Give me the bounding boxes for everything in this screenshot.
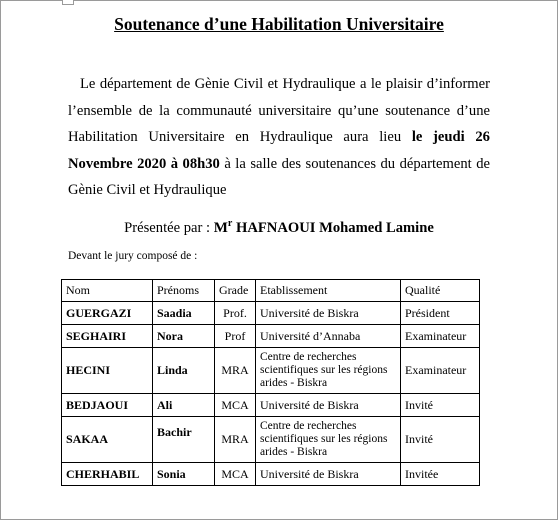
table-row bbox=[62, 348, 480, 394]
cell-etablissement: Université de Biskra bbox=[256, 394, 401, 417]
cell-qualite: Examinateur bbox=[401, 325, 480, 348]
cell-prenom: Linda bbox=[153, 348, 215, 394]
jury-table bbox=[61, 279, 480, 486]
paragraph-date: le jeudi 26 Novembre 2020 à 08h30 bbox=[68, 129, 490, 172]
cell-etablissement: Centre de recherches scientifiques sur les régions arides - Biskra bbox=[256, 348, 401, 394]
paragraph-text-2: à la salle des soutenances du département de Gènie Civil et Hydraulique bbox=[68, 155, 490, 198]
table-header-row bbox=[62, 280, 480, 302]
announcement-paragraph bbox=[68, 71, 490, 204]
table-row bbox=[62, 325, 480, 348]
header-nom: Nom bbox=[62, 280, 153, 302]
table-row bbox=[62, 417, 480, 463]
cell-nom: BEDJAOUI bbox=[62, 394, 153, 417]
table-row bbox=[62, 463, 480, 486]
presented-by bbox=[0, 218, 558, 237]
presenter-title: $M^r$ bbox=[213, 218, 233, 236]
cell-qualite: Président bbox=[401, 302, 480, 325]
cell-nom: HECINI bbox=[62, 348, 153, 394]
cell-nom: SEGHAIRI bbox=[62, 325, 153, 348]
cell-grade: Prof bbox=[215, 325, 256, 348]
cell-grade: MCA bbox=[215, 394, 256, 417]
header-qualite: Qualité bbox=[401, 280, 480, 302]
table-move-handle[interactable] bbox=[62, 0, 74, 5]
cell-prenom: Saadia bbox=[153, 302, 215, 325]
table-row bbox=[62, 302, 480, 325]
cell-etablissement: Université de Biskra bbox=[256, 463, 401, 486]
document-title: Soutenance d’une Habilitation Universitaire bbox=[114, 14, 444, 34]
cell-prenom: Sonia bbox=[153, 463, 215, 486]
cell-qualite: Invité bbox=[401, 417, 480, 463]
cell-grade: MCA bbox=[215, 463, 256, 486]
cell-prenom: Ali bbox=[153, 394, 215, 417]
table-row bbox=[62, 394, 480, 417]
cell-nom: CHERHABIL bbox=[62, 463, 153, 486]
cell-nom: GUERGAZI bbox=[62, 302, 153, 325]
cell-grade: Prof. bbox=[215, 302, 256, 325]
cell-etablissement: Université d’Annaba bbox=[256, 325, 401, 348]
jury-intro: Devant le jury composé de : bbox=[68, 250, 198, 262]
cell-grade: MRA bbox=[215, 417, 256, 463]
cell-qualite: Invité bbox=[401, 394, 480, 417]
cell-nom: SAKAA bbox=[62, 417, 153, 463]
cell-etablissement: Centre de recherches scientifiques sur les régions arides - Biskra bbox=[256, 417, 401, 463]
header-prenoms: Prénoms bbox=[153, 280, 215, 302]
presenter-name: HAFNAOUI Mohamed Lamine bbox=[236, 220, 434, 236]
cell-prenom: Nora bbox=[153, 325, 215, 348]
header-grade: Grade bbox=[215, 280, 256, 302]
cell-qualite: Examinateur bbox=[401, 348, 480, 394]
cell-grade: MRA bbox=[215, 348, 256, 394]
cell-qualite: Invitée bbox=[401, 463, 480, 486]
cell-etablissement: Université de Biskra bbox=[256, 302, 401, 325]
cell-prenom: Bachir bbox=[153, 417, 215, 463]
header-etablissement: Etablissement bbox=[256, 280, 401, 302]
presented-prefix: Présentée par : bbox=[124, 220, 214, 236]
paragraph-text-1: Le département de Gènie Civil et Hydraulique a le plaisir d’informer l’ensemble de la communauté universitaire qu’une soutenance d’une Habilitation Universitaire en Hydraulique aura lieu bbox=[68, 76, 490, 145]
